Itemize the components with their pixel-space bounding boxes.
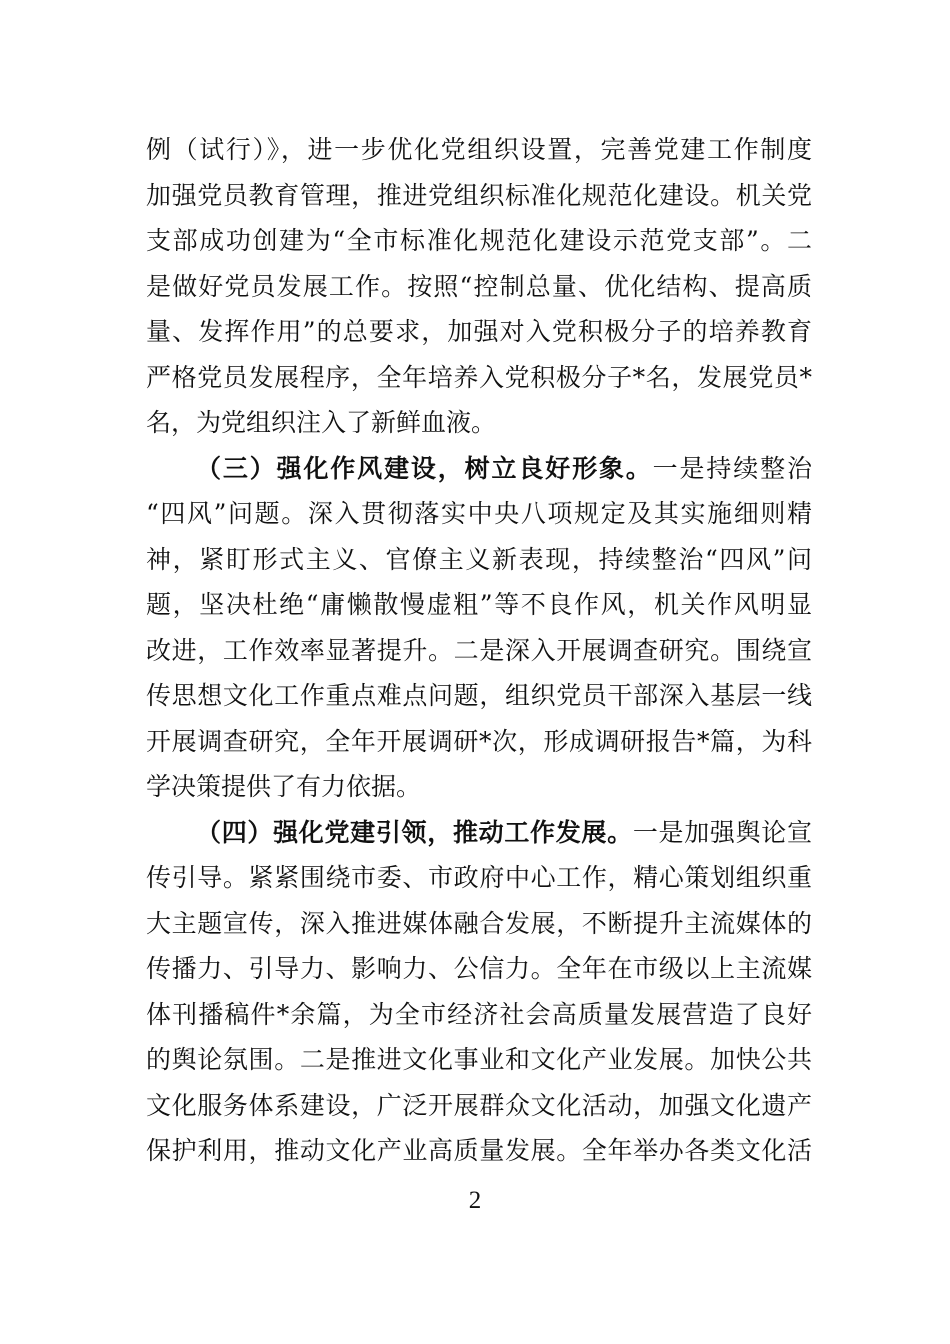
text-line: 神，紧盯形式主义、官僚主义新表现，持续整治“四风”问 (146, 544, 812, 574)
text-line: 量、发挥作用”的总要求，加强对入党积极分子的培养教育 (146, 317, 812, 346)
text-line: 开展调查研究，全年开展调研*次，形成调研报告*篇，为科 (146, 726, 812, 756)
text-line: 加强党员教育管理，推进党组织标准化规范化建设。机关党 (146, 180, 812, 210)
text-line: 改进，工作效率显著提升。二是深入开展调查研究。围绕宣 (146, 635, 812, 665)
text-line: 大主题宣传，深入推进媒体融合发展，不断提升主流媒体的 (146, 908, 812, 938)
text-line: 学决策提供了有力依据。 (146, 772, 422, 801)
document-body (146, 127, 812, 1174)
text-line: 支部成功创建为“全市标准化规范化建设示范党支部”。二 (146, 226, 812, 255)
text-line: 题，坚决杜绝“庸懒散慢虚粗”等不良作风，机关作风明显 (146, 590, 812, 619)
page-number: 2 (468, 1187, 482, 1214)
section-heading: （四）强化党建引领，推动工作发展。 (196, 817, 633, 847)
text-line: 名，为党组织注入了新鲜血液。 (146, 408, 497, 437)
paragraph-section-4 (146, 810, 812, 1174)
text-line: “四风”问题。深入贯彻落实中央八项规定及其实施细则精 (146, 499, 812, 528)
section-heading: （三）强化作风建设，树立良好形象。 (196, 453, 653, 483)
heading-line-rest: 一是持续整治 (652, 453, 812, 483)
text-line-first (146, 810, 812, 856)
text-line: 严格党员发展程序，全年培养入党积极分子*名，发展党员* (146, 362, 812, 392)
text-line: 传播力、引导力、影响力、公信力。全年在市级以上主流媒 (146, 954, 812, 983)
heading-line-rest: 一是加强舆论宣 (632, 817, 812, 847)
text-line: 例（试行）》，进一步优化党组织设置，完善党建工作制度 (146, 135, 812, 164)
paragraph-section-3 (146, 446, 812, 810)
text-line: 传引导。紧紧围绕市委、市政府中心工作，精心策划组织重 (146, 863, 812, 892)
text-line: 文化服务体系建设，广泛开展群众文化活动，加强文化遗产 (146, 1090, 812, 1120)
text-line: 体刊播稿件*余篇，为全市经济社会高质量发展营造了良好 (146, 999, 812, 1029)
text-line: 保护利用，推动文化产业高质量发展。全年举办各类文化活 (146, 1136, 812, 1165)
text-line: 是做好党员发展工作。按照“控制总量、优化结构、提高质 (146, 271, 812, 301)
text-line: 传思想文化工作重点难点问题，组织党员干部深入基层一线 (146, 681, 812, 710)
paragraph-continued (146, 127, 812, 446)
text-line-first (146, 446, 812, 492)
text-line: 的舆论氛围。二是推进文化事业和文化产业发展。加快公共 (146, 1045, 812, 1074)
